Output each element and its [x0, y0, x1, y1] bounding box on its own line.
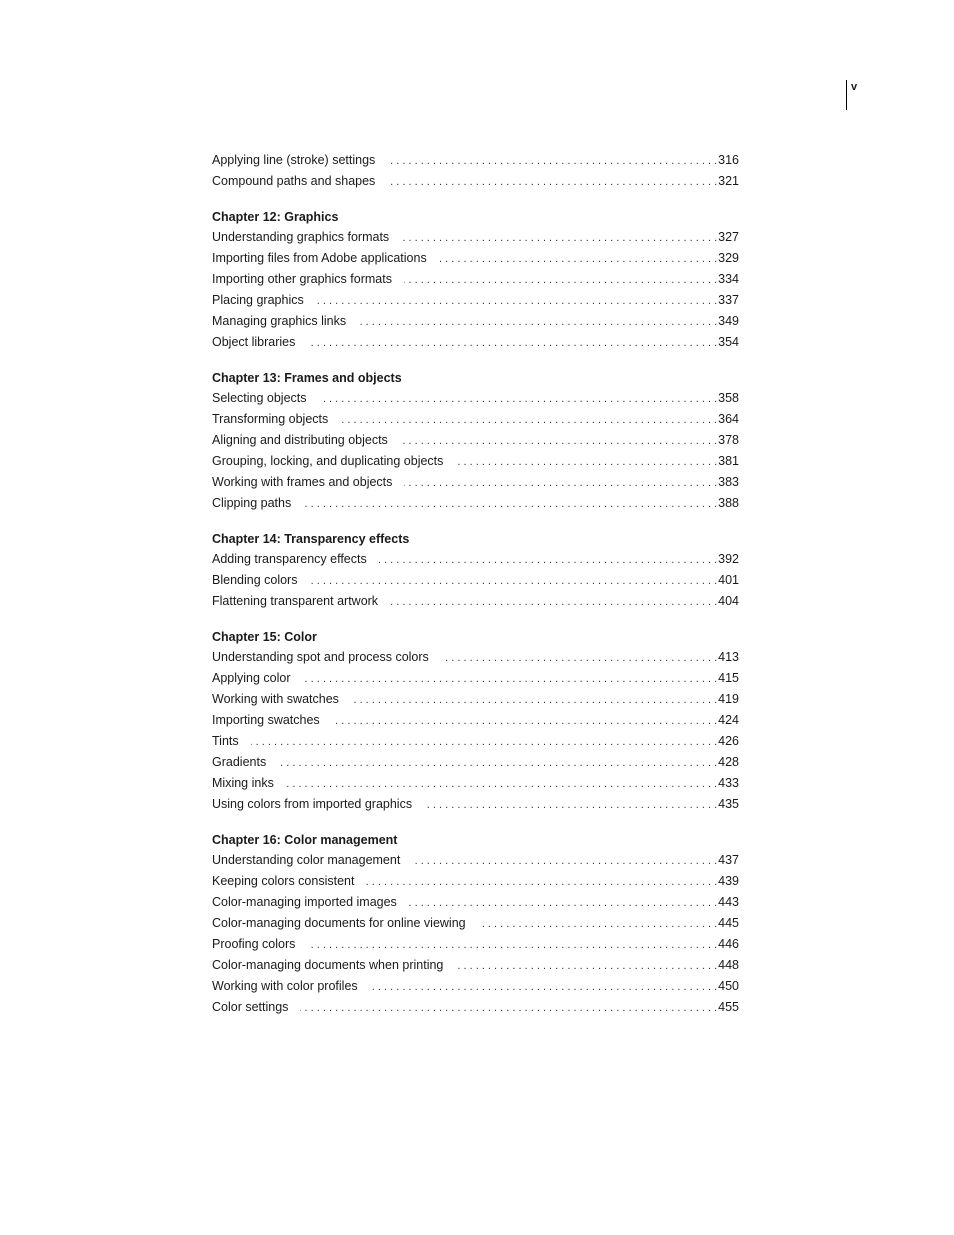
toc-entry[interactable]: [212, 570, 739, 591]
toc-entry-page-number: 437: [718, 853, 739, 867]
toc-entry-title: Working with swatches: [212, 692, 339, 706]
toc-entry[interactable]: [212, 430, 739, 451]
dot-leader: [441, 648, 717, 669]
toc-entry-title: Adding transparency effects: [212, 552, 367, 566]
toc-entry-title: Working with frames and objects: [212, 475, 393, 489]
toc-entry-title: Blending colors: [212, 573, 298, 587]
dot-leader: [370, 977, 717, 998]
dot-leader: [303, 494, 717, 515]
toc-entry-page-number: 388: [718, 496, 739, 510]
toc-entry[interactable]: [212, 472, 739, 493]
toc-entry-page-number: 334: [718, 272, 739, 286]
dot-leader: [332, 711, 717, 732]
toc-entry[interactable]: [212, 976, 739, 997]
toc-entry-page-number: 358: [718, 391, 739, 405]
toc-entry-page-number: 424: [718, 713, 739, 727]
toc-entry[interactable]: [212, 290, 739, 311]
toc-entry[interactable]: [212, 871, 739, 892]
toc-entry-title: Understanding color management: [212, 853, 401, 867]
toc-entry-title: Using colors from imported graphics: [212, 797, 413, 811]
toc-entry-title: Understanding graphics formats: [212, 230, 390, 244]
toc-section: [212, 830, 739, 1018]
toc-entry-title: Clipping paths: [212, 496, 292, 510]
dot-leader: [387, 172, 717, 193]
toc-entry-page-number: 381: [718, 454, 739, 468]
toc-entry[interactable]: [212, 773, 739, 794]
toc-entry[interactable]: [212, 997, 739, 1018]
toc-entry-page-number: 446: [718, 937, 739, 951]
toc-entry[interactable]: [212, 493, 739, 514]
dot-leader: [307, 333, 717, 354]
toc-entry-title: Applying color: [212, 671, 291, 685]
toc-entry-page-number: 364: [718, 412, 739, 426]
toc-entry[interactable]: [212, 311, 739, 332]
toc-entry-title: Tints: [212, 734, 239, 748]
dot-leader: [358, 312, 717, 333]
toc-entry-page-number: 448: [718, 958, 739, 972]
toc-entry[interactable]: [212, 549, 739, 570]
toc-entry-page-number: 428: [718, 755, 739, 769]
header-rule: [846, 80, 847, 110]
toc-entry-page-number: 413: [718, 650, 739, 664]
toc-entry-page-number: 426: [718, 734, 739, 748]
toc-entry[interactable]: [212, 689, 739, 710]
dot-leader: [401, 228, 717, 249]
toc-entry-page-number: 321: [718, 174, 739, 188]
dot-leader: [340, 410, 717, 431]
dot-leader: [455, 956, 717, 977]
toc-entry-page-number: 415: [718, 671, 739, 685]
dot-leader: [412, 851, 717, 872]
dot-leader: [303, 669, 718, 690]
toc-section: [212, 529, 739, 612]
toc-entry-title: Transforming objects: [212, 412, 329, 426]
toc-entry-title: Compound paths and shapes: [212, 174, 376, 188]
dot-leader: [400, 431, 717, 452]
page-number: v: [851, 81, 858, 93]
toc-entry-title: Mixing inks: [212, 776, 274, 790]
chapter-title: Chapter 14: Transparency effects: [212, 532, 410, 546]
toc-entry[interactable]: [212, 892, 739, 913]
toc-entry[interactable]: [212, 752, 739, 773]
toc-entry-page-number: 445: [718, 916, 739, 930]
toc-entry[interactable]: [212, 451, 739, 472]
dot-leader: [404, 473, 717, 494]
toc-entry[interactable]: [212, 794, 739, 815]
toc-entry-page-number: 378: [718, 433, 739, 447]
toc-entry-title: Applying line (stroke) settings: [212, 153, 376, 167]
dot-leader: [286, 774, 717, 795]
toc-entry-page-number: 404: [718, 594, 739, 608]
dot-leader: [439, 249, 717, 270]
toc-entry-title: Selecting objects: [212, 391, 307, 405]
toc-entry-title: Aligning and distributing objects: [212, 433, 388, 447]
toc-entry-title: Object libraries: [212, 335, 296, 349]
toc-entry[interactable]: [212, 409, 739, 430]
toc-entry-page-number: 450: [718, 979, 739, 993]
dot-leader: [278, 753, 717, 774]
toc-entry-title: Importing files from Adobe applications: [212, 251, 427, 265]
toc-entry-page-number: 433: [718, 776, 739, 790]
toc-entry-title: Color-managing imported images: [212, 895, 397, 909]
toc-entry[interactable]: [212, 955, 739, 976]
toc-entry-page-number: 439: [718, 874, 739, 888]
toc-entry[interactable]: [212, 647, 739, 668]
dot-leader: [366, 872, 717, 893]
dot-leader: [309, 571, 717, 592]
toc-section: [212, 368, 739, 514]
dot-leader: [390, 592, 717, 613]
toc-entry[interactable]: [212, 710, 739, 731]
dot-leader: [307, 935, 717, 956]
toc-entry[interactable]: [212, 731, 739, 752]
chapter-title: Chapter 15: Color: [212, 630, 317, 644]
toc-entry-page-number: 327: [718, 230, 739, 244]
chapter-title: Chapter 16: Color management: [212, 833, 398, 847]
toc-entry-page-number: 329: [718, 251, 739, 265]
toc-entry-title: Keeping colors consistent: [212, 874, 355, 888]
dot-leader: [478, 914, 718, 935]
toc-entry-page-number: 455: [718, 1000, 739, 1014]
toc-entry-page-number: 401: [718, 573, 739, 587]
toc-section: [212, 207, 739, 353]
toc-entry[interactable]: [212, 668, 739, 689]
toc-entry-title: Color settings: [212, 1000, 289, 1014]
toc-entry-page-number: 337: [718, 293, 739, 307]
toc-entry-page-number: 435: [718, 797, 739, 811]
dot-leader: [455, 452, 717, 473]
toc-entry[interactable]: [212, 269, 739, 290]
toc-entry[interactable]: [212, 150, 739, 171]
toc-entry-page-number: 443: [718, 895, 739, 909]
toc-entry[interactable]: [212, 934, 739, 955]
dot-leader: [404, 270, 717, 291]
dot-leader: [424, 795, 717, 816]
toc-section: [212, 150, 739, 192]
toc-entry-title: Color-managing documents for online viewing: [212, 916, 466, 930]
toc-entry-title: Gradients: [212, 755, 267, 769]
toc-entry-title: Working with color profiles: [212, 979, 358, 993]
toc-entry-page-number: 354: [718, 335, 739, 349]
dot-leader: [316, 291, 717, 312]
chapter-title: Chapter 13: Frames and objects: [212, 371, 402, 385]
dot-leader: [319, 389, 718, 410]
toc-entry[interactable]: [212, 171, 739, 192]
dot-leader: [251, 732, 718, 753]
toc-entry-page-number: 316: [718, 153, 739, 167]
toc-entry-page-number: 349: [718, 314, 739, 328]
toc-entry-page-number: 383: [718, 475, 739, 489]
toc-section: [212, 627, 739, 815]
toc-entry-title: Importing swatches: [212, 713, 320, 727]
toc-entry-title: Grouping, locking, and duplicating objects: [212, 454, 444, 468]
toc-entry-title: Placing graphics: [212, 293, 304, 307]
toc-entry-title: Importing other graphics formats: [212, 272, 392, 286]
dot-leader: [409, 893, 717, 914]
dot-leader: [387, 151, 717, 172]
toc-entry-title: Understanding spot and process colors: [212, 650, 429, 664]
toc-entry-title: Proofing colors: [212, 937, 296, 951]
toc-entry[interactable]: [212, 913, 739, 934]
dot-leader: [300, 998, 717, 1019]
toc-entry[interactable]: [212, 591, 739, 612]
toc-entry[interactable]: [212, 227, 739, 248]
toc-entry-page-number: 392: [718, 552, 739, 566]
dot-leader: [351, 690, 717, 711]
chapter-title: Chapter 12: Graphics: [212, 210, 339, 224]
toc-entry-title: Flattening transparent artwork: [212, 594, 379, 608]
toc-entry-title: Color-managing documents when printing: [212, 958, 444, 972]
toc-entry[interactable]: [212, 850, 739, 871]
toc-entry[interactable]: [212, 332, 739, 353]
dot-leader: [379, 550, 717, 571]
toc-entry-page-number: 419: [718, 692, 739, 706]
toc-entry[interactable]: [212, 248, 739, 269]
toc-entry[interactable]: [212, 388, 739, 409]
toc-entry-title: Managing graphics links: [212, 314, 347, 328]
table-of-contents: [212, 150, 739, 1018]
